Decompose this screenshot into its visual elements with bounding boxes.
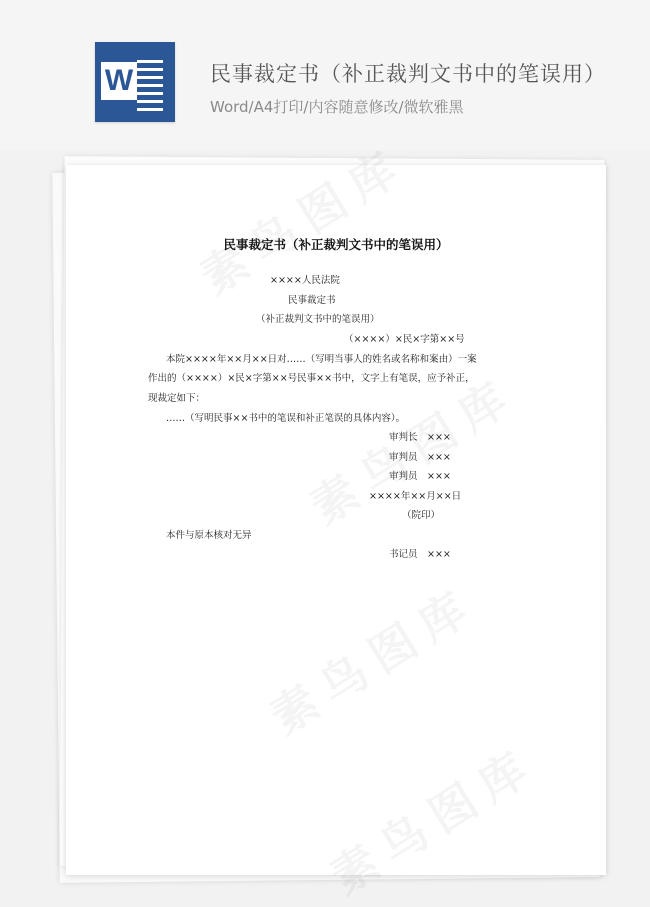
case-number: （××××）×民×字第××号 xyxy=(344,334,465,345)
word-icon xyxy=(95,42,175,122)
body-paragraph-line: 作出的（××××）×民×字第××号民事××书中，文字上有笔误，应予补正， xyxy=(148,373,475,384)
verification-note: 本件与原本核对无异 xyxy=(166,530,252,541)
presiding-judge: 审判长 ××× xyxy=(389,432,451,443)
body-paragraph-line: 本院××××年××月××日对……（写明当事人的姓名或名称和案由）一案 xyxy=(166,354,477,365)
word-icon-lines xyxy=(137,60,163,116)
header-banner xyxy=(0,0,650,150)
judge-signature: 审判员 ××× xyxy=(389,471,451,482)
document-page xyxy=(66,165,606,875)
watermark xyxy=(256,569,488,748)
page-title: 民事裁定书（补正裁判文书中的笔误用） xyxy=(210,62,606,86)
ruling-date: ××××年××月××日 xyxy=(369,491,462,502)
word-icon-letter: W xyxy=(101,62,137,100)
watermark xyxy=(316,729,548,907)
document-subtype: （补正裁判文书中的笔误用） xyxy=(256,314,380,325)
court-seal-note: （院印） xyxy=(402,510,441,521)
document-type: 民事裁定书 xyxy=(288,295,336,306)
clerk-signature: 书记员 ××× xyxy=(389,549,451,560)
body-paragraph-line: 现裁定如下： xyxy=(148,393,206,404)
correction-content: ……（写明民事××书中的笔误和补正笔误的具体内容）。 xyxy=(166,413,406,424)
judge-signature: 审判员 ××× xyxy=(389,452,451,463)
court-name: ××××人民法院 xyxy=(270,275,340,286)
page-subtitle: Word/A4打印/内容随意修改/微软雅黑 xyxy=(210,98,464,116)
document-title: 民事裁定书（补正裁判文书中的笔误用） xyxy=(223,237,449,252)
